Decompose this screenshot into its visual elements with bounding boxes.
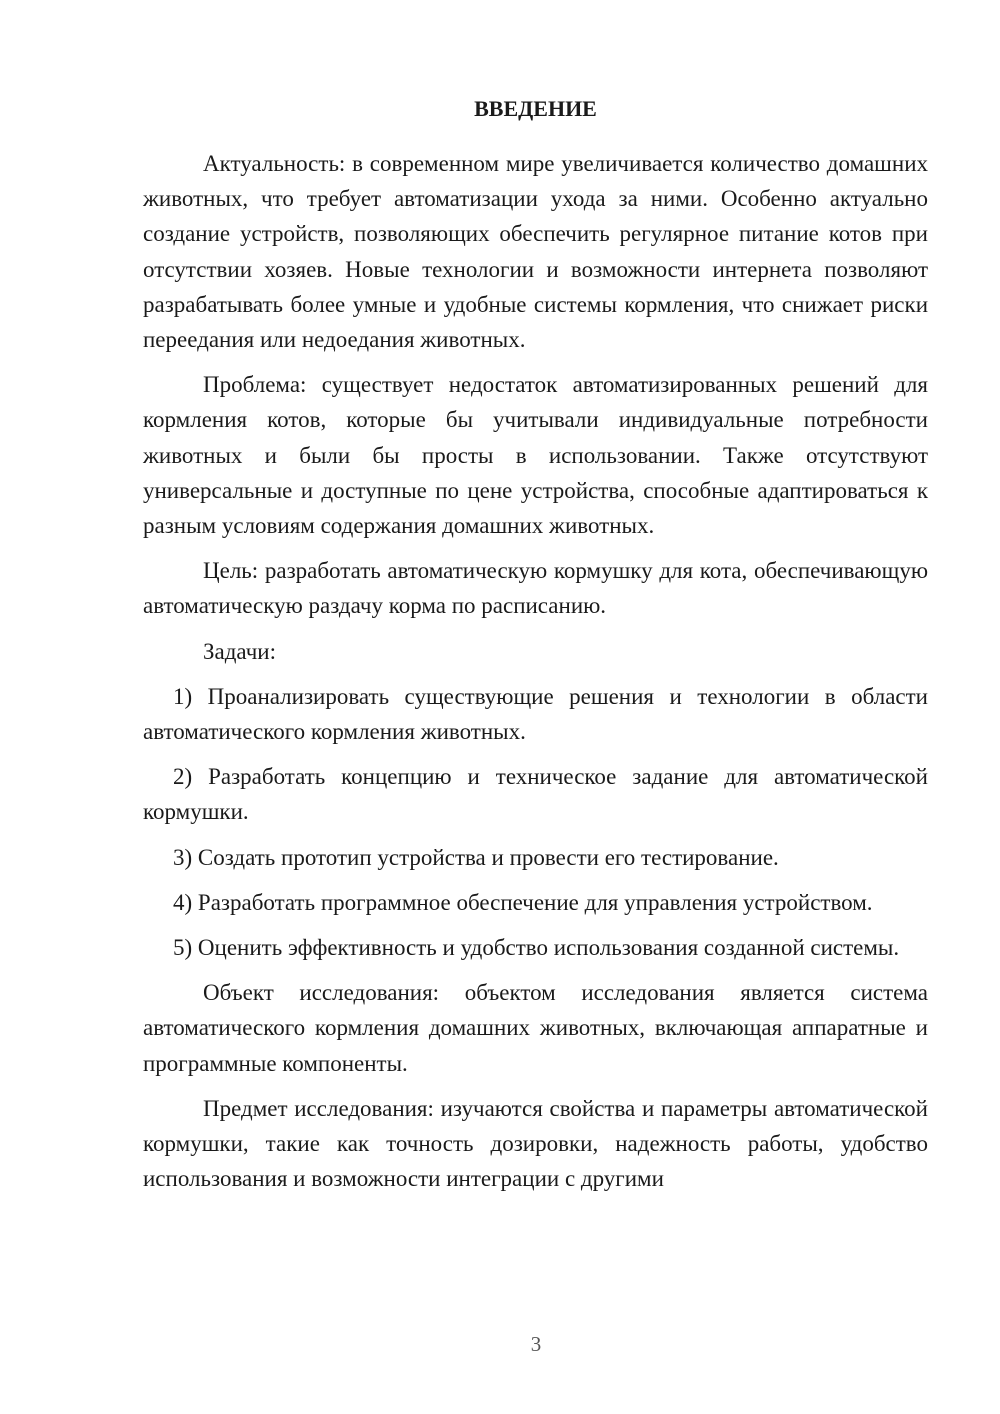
task-item-4: 4) Разработать программное обеспечение для управления устройством. <box>173 889 873 915</box>
paragraph-object: Объект исследования: объектом исследования является система автоматического кормления домашних животных, включающая аппаратные и программные компоненты. <box>143 980 928 1076</box>
task-item-2: 2) Разработать концепцию и техническое задание для автоматической кормушки. <box>143 764 928 825</box>
paragraph-relevance: Актуальность: в современном мире увеличивается количество домашних животных, что требует автоматизации ухода за ними. Особенно актуально создание устройств, позволяющих обеспечить регулярное питание котов при отсутствии хозяев. Новые технологии и возможности интернета позволяют разрабатывать более умные и удобные системы кормления, что снижает риски переедания или недоедания животных. <box>143 151 928 353</box>
paragraph-subject: Предмет исследования: изучаются свойства и параметры автоматической кормушки, такие как точность дозировки, надежность работы, удобство использования и возможности интеграции с другими <box>143 1095 928 1192</box>
task-item-1: 1) Проанализировать существующие решения и технологии в области автоматического кормления животных. <box>143 683 928 745</box>
page-content <box>143 92 928 1206</box>
paragraph-problem: Проблема: существует недостаток автоматизированных решений для кормления котов, которые бы учитывали индивидуальные потребности животных и были бы просты в использовании. Также отсутствуют универсальные и доступные по цене устройства, способные адаптироваться к разным условиям содержания домашних животных. <box>143 372 928 539</box>
paragraph-goal: Цель: разработать автоматическую кормушку для кота, обеспечивающую автоматическую раздачу корма по расписанию. <box>143 558 928 619</box>
section-title: ВВЕДЕНИЕ <box>474 96 597 121</box>
page-number: 3 <box>530 1332 542 1356</box>
task-item-5: 5) Оценить эффективность и удобство использования созданной системы. <box>173 935 900 961</box>
tasks-heading: Задачи: <box>203 638 276 664</box>
task-item-3: 3) Создать прототип устройства и провести его тестирование. <box>173 844 779 870</box>
